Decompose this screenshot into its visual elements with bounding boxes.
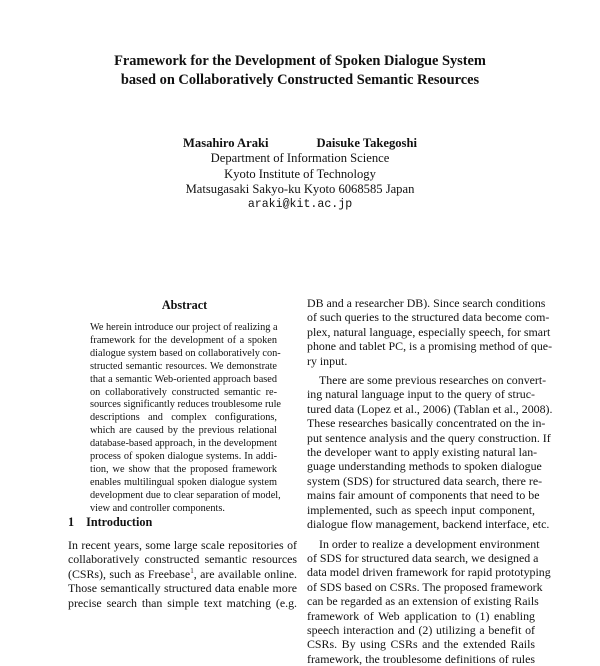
abstract-line: view and controller components.: [90, 503, 277, 516]
body-line: These researches basically concentrated on the in-: [307, 416, 535, 430]
author-names: [0, 136, 600, 151]
body-line: framework, the troublesome definitions of rules: [307, 652, 535, 666]
abstract-line: development due to clear separation of model,: [90, 490, 277, 503]
author-2: Daisuke Takegoshi: [317, 136, 417, 151]
body-line: mains fair amount of components that need to be: [307, 488, 535, 502]
author-block: [0, 136, 600, 212]
abstract-line: which are caused by the previous relational: [90, 425, 277, 438]
paragraph: [307, 296, 535, 368]
abstract-line: dialogue system based on collaboratively con-: [90, 348, 277, 361]
body-line: guage understanding methods to spoken dialogue: [307, 459, 535, 473]
intro-line: collaboratively constructed semantic resources: [68, 552, 297, 566]
body-line: implemented, such as speech input component,: [307, 503, 535, 517]
intro-line-footnoted: [68, 567, 297, 581]
body-line: of SDS for structured data search, we designed a: [307, 551, 535, 565]
body-line: tured data (Lopez et al., 2006) (Tablan et al., 2008).: [307, 402, 535, 416]
body-line: of SDS based on CSRs. The proposed framework: [307, 580, 535, 594]
body-line: In order to realize a development environment: [307, 537, 535, 551]
section-heading-introduction: [68, 515, 152, 530]
affiliation-address: Matsugasaki Sakyo-ku Kyoto 6068585 Japan: [0, 182, 600, 197]
abstract-line: We herein introduce our project of realizing a: [90, 322, 277, 335]
paragraph: [307, 373, 535, 531]
abstract-body: [90, 322, 277, 516]
abstract-line: on collaboratively constructed semantic re-: [90, 387, 277, 400]
affiliation-institute: Kyoto Institute of Technology: [0, 167, 600, 182]
abstract-line: enables multilingual spoken dialogue system: [90, 477, 277, 490]
body-line: phone and tablet PC, is a promising method of que-: [307, 339, 535, 353]
body-line: can be regarded as an extension of existing Rails: [307, 594, 535, 608]
body-line: plex, natural language, especially speech, for smart: [307, 325, 535, 339]
author-1: Masahiro Araki: [183, 136, 268, 151]
body-line: data model driven framework for rapid prototyping: [307, 565, 535, 579]
intro-line-text: (CSRs), such as Freebase: [68, 567, 190, 581]
body-line: CSRs. By using CSRs and the extended Rails: [307, 637, 535, 651]
author-email: araki@kit.ac.jp: [0, 197, 600, 212]
body-line: the developer want to apply existing natural lan-: [307, 445, 535, 459]
body-line: framework of Web application to (1) enabling: [307, 609, 535, 623]
paper-title: [40, 52, 560, 89]
abstract-line: database-based approach, in the development: [90, 438, 277, 451]
abstract-line: structed semantic resources. We demonstrate: [90, 361, 277, 374]
abstract-line: that a semantic Web-oriented approach based: [90, 374, 277, 387]
intro-line-text: , are available online.: [194, 567, 297, 581]
body-line: DB and a researcher DB). Since search conditions: [307, 296, 535, 310]
intro-line: Those semantically structured data enable more: [68, 581, 297, 595]
body-line: ry input.: [307, 354, 535, 368]
title-line-1: Framework for the Development of Spoken Dialogue System: [40, 52, 560, 71]
body-line: ing natural language input to the query of struc-: [307, 387, 535, 401]
body-line: system (SDS) for structured data search, there re-: [307, 474, 535, 488]
section-number: 1: [68, 515, 74, 529]
abstract-line: descriptions and complex configurations,: [90, 412, 277, 425]
abstract-heading: Abstract: [68, 298, 301, 313]
body-line: put sentence analysis and the query construction. If: [307, 431, 535, 445]
body-line: dialogue flow management, backend interface, etc.: [307, 517, 535, 531]
body-line: There are some previous researches on convert-: [307, 373, 535, 387]
affiliation-department: Department of Information Science: [0, 151, 600, 166]
abstract-line: process of spoken dialogue systems. In addi-: [90, 451, 277, 464]
abstract-line: sources significantly reduces troublesome rule: [90, 399, 277, 412]
abstract-line: tion, we show that the proposed framework: [90, 464, 277, 477]
footnote-marker[interactable]: 1: [190, 567, 194, 575]
intro-line: In recent years, some large scale repositories of: [68, 538, 297, 552]
right-column: [307, 296, 535, 666]
body-line: speech interaction and (2) utilizing a benefit of: [307, 623, 535, 637]
title-line-2: based on Collaboratively Constructed Semantic Resources: [40, 71, 560, 90]
intro-line: precise search than simple text matching (e.g.: [68, 596, 297, 610]
abstract-line: framework for the development of a spoken: [90, 335, 277, 348]
section-title: Introduction: [86, 515, 152, 529]
body-line: of such queries to the structured data become com-: [307, 310, 535, 324]
paragraph: [307, 537, 535, 666]
introduction-body: [68, 538, 297, 610]
